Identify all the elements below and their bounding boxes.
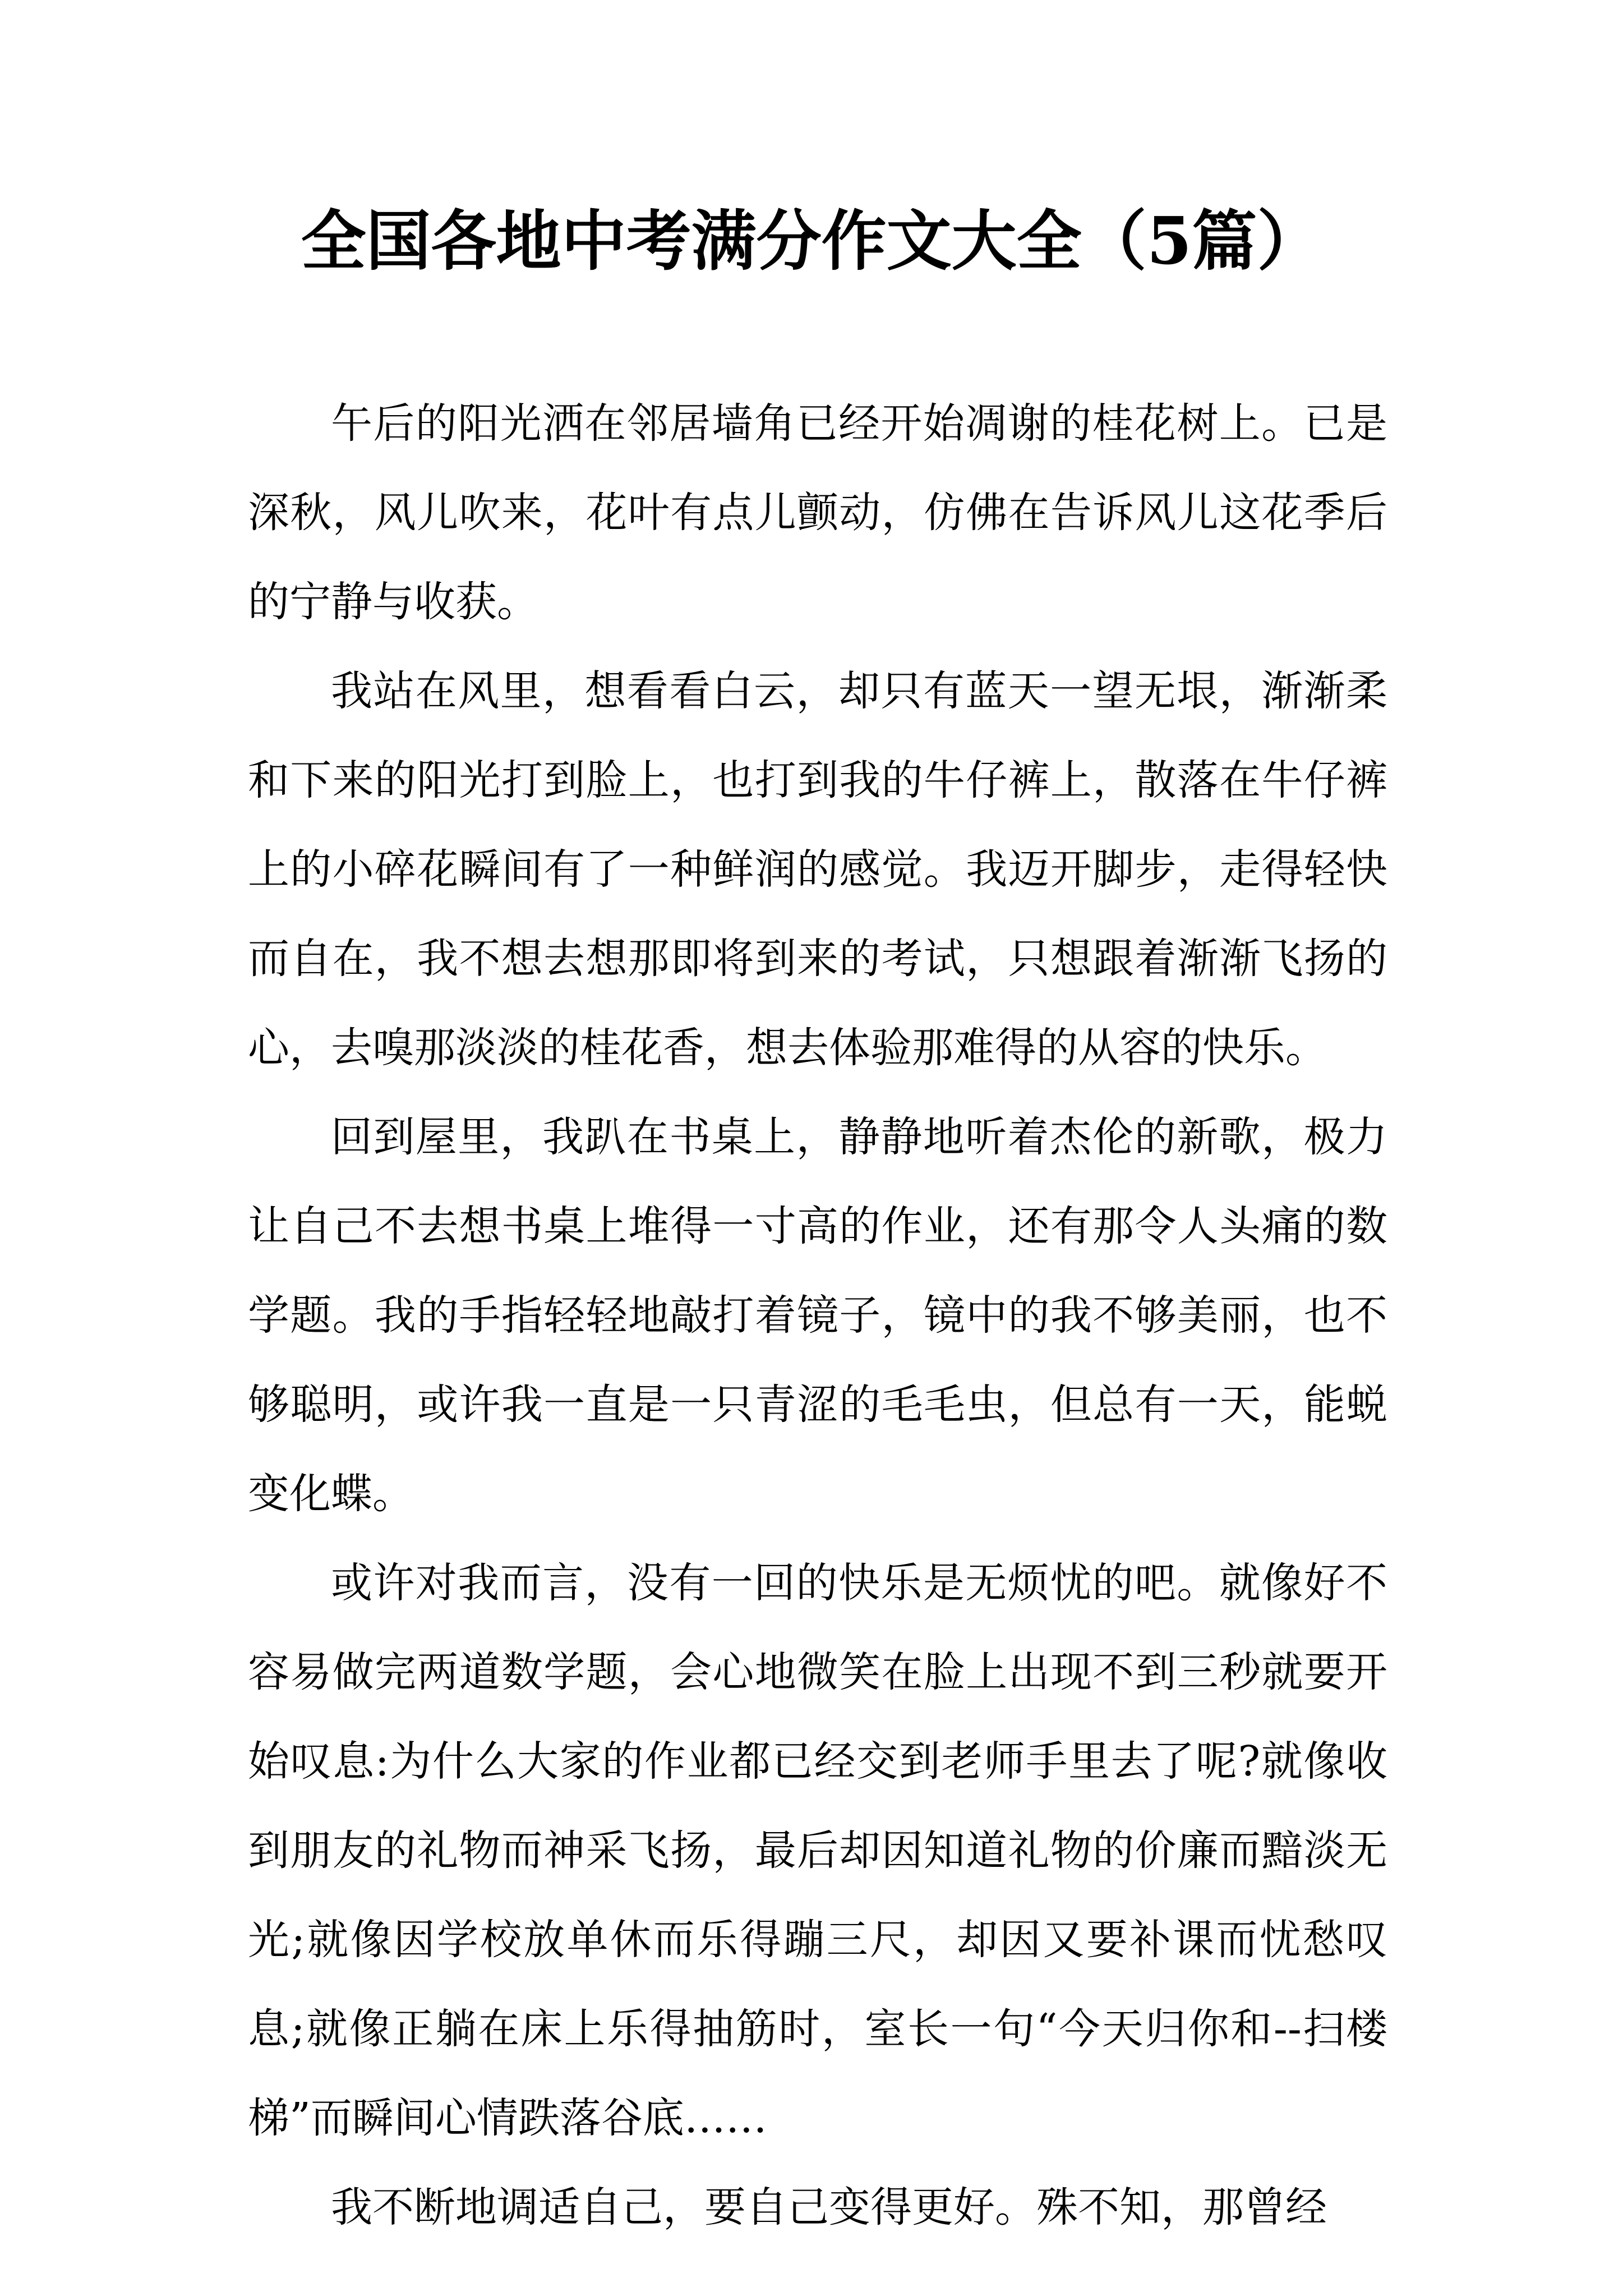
- paragraph-2: 我站在风里，想看看白云，却只有蓝天一望无垠，渐渐柔和下来的阳光打到脸上，也打到我的牛仔裤上，散落在牛仔裤上的小碎花瞬间有了一种鲜润的感觉。我迈开脚步，走得轻快而自在，我不想去想那即将到来的考试，只想跟着渐渐飞扬的心，去嗅那淡淡的桂花香，想去体验那难得的从容的快乐。: [248, 667, 1387, 1072]
- paragraph-5: 我不断地调适自己，要自己变得更好。殊不知，那曾经: [331, 2183, 1327, 2231]
- paragraph-1: 午后的阳光洒在邻居墙角已经开始凋谢的桂花树上。已是深秋，风儿吹来，花叶有点儿颤动，仿佛在告诉风儿这花季后的宁静与收获。: [248, 399, 1387, 626]
- document-body: [248, 379, 1387, 2252]
- document-title: 全国各地中考满分作文大全（5篇）: [301, 203, 1322, 279]
- paragraph-4: 或许对我而言，没有一回的快乐是无烦忧的吧。就像好不容易做完两道数学题，会心地微笑在脸上出现不到三秒就要开始叹息:为什么大家的作业都已经交到老师手里去了呢?就像收到朋友的礼物而神采飞扬，最后却因知道礼物的价廉而黯淡无光;就像因学校放单休而乐得蹦三尺，却因又要补课而忧愁叹息;就像正躺在床上乐得抽筋时，室长一句“今天归你和--扫楼梯”而瞬间心情跌落谷底……: [248, 1559, 1387, 2142]
- paragraph-3: 回到屋里，我趴在书桌上，静静地听着杰伦的新歌，极力让自己不去想书桌上堆得一寸高的作业，还有那令人头痛的数学题。我的手指轻轻地敲打着镜子，镜中的我不够美丽，也不够聪明，或许我一直是一只青涩的毛毛虫，但总有一天，能蜕变化蝶。: [248, 1113, 1387, 1518]
